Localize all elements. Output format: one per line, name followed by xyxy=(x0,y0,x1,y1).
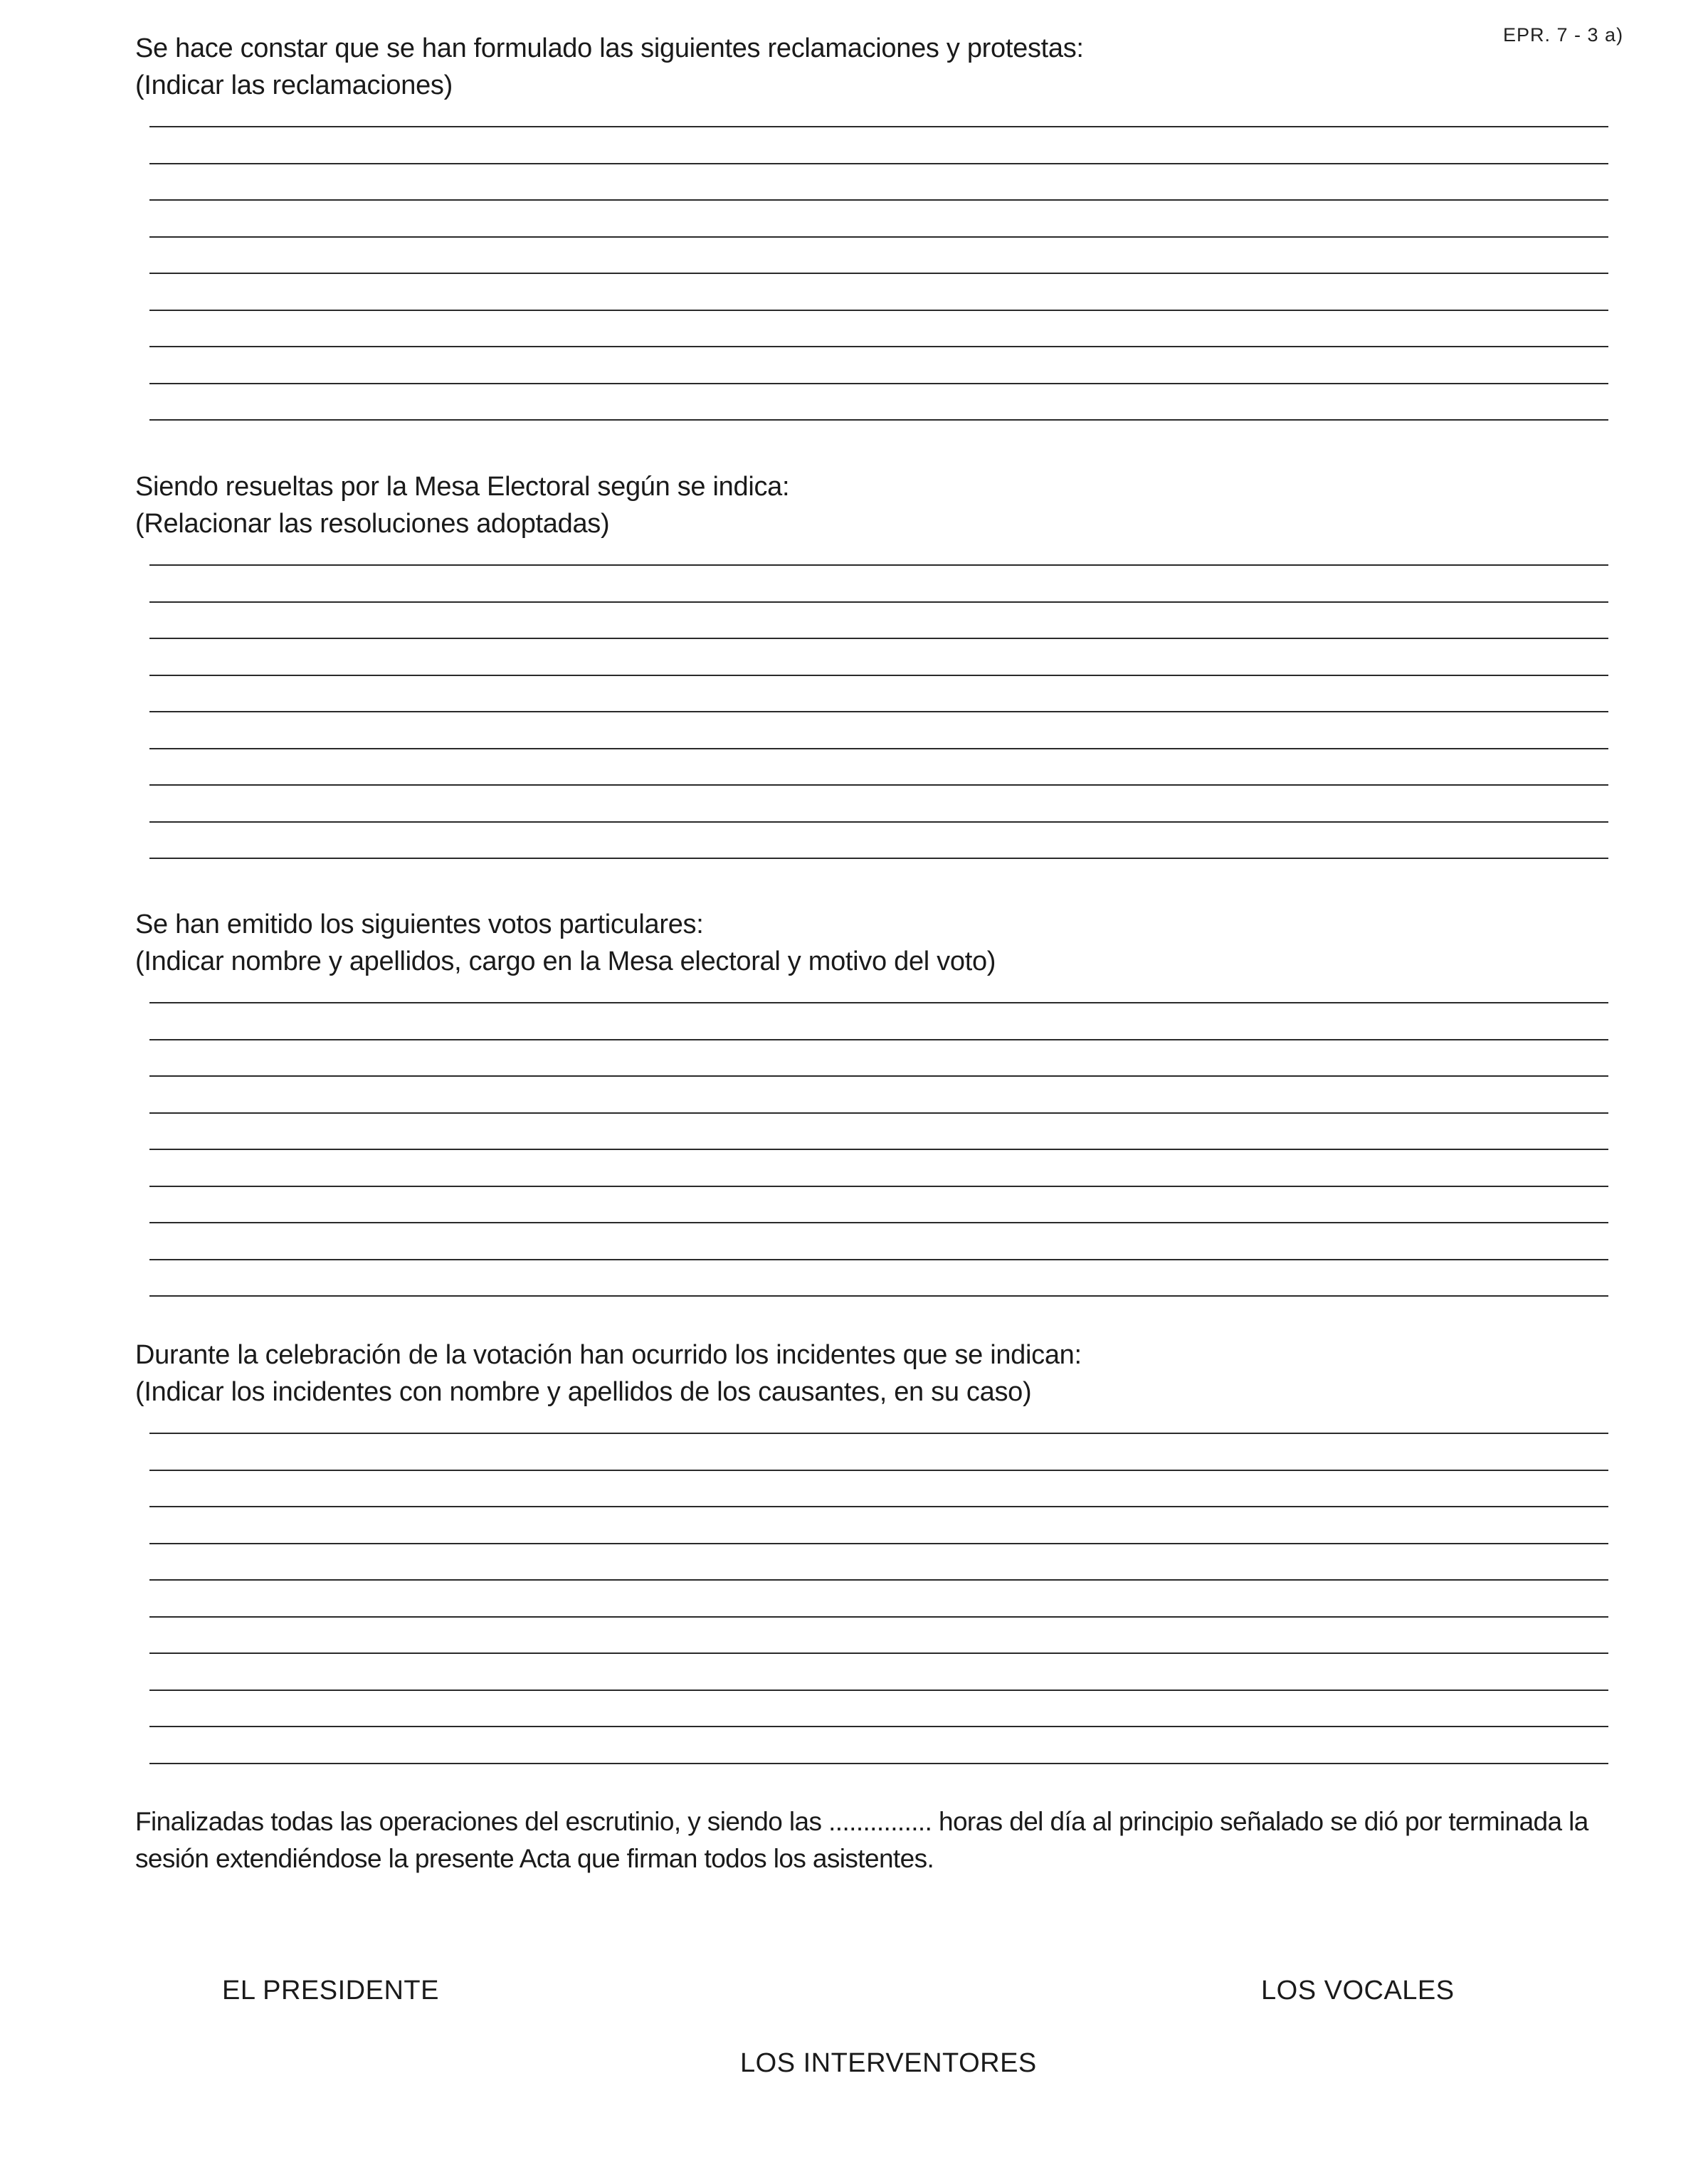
writing-line[interactable] xyxy=(149,1002,1608,1003)
writing-line[interactable] xyxy=(149,748,1608,749)
writing-line[interactable] xyxy=(149,199,1608,201)
writing-line[interactable] xyxy=(149,163,1608,164)
writing-line[interactable] xyxy=(149,1149,1608,1150)
signature-vocales-label: LOS VOCALES xyxy=(1261,1976,1455,2005)
signature-interventores-label: LOS INTERVENTORES xyxy=(740,2048,1037,2078)
writing-line[interactable] xyxy=(149,236,1608,238)
section-heading: Durante la celebración de la votación han ocurrido los incidentes que se indican: xyxy=(135,1340,1082,1370)
writing-line[interactable] xyxy=(149,310,1608,311)
section-resolutions xyxy=(135,468,1630,859)
form-code: EPR. 7 - 3 a) xyxy=(1503,24,1624,46)
signature-president-label: EL PRESIDENTE xyxy=(222,1976,439,2005)
writing-line[interactable] xyxy=(149,858,1608,859)
writing-lines[interactable] xyxy=(149,564,1608,859)
writing-line[interactable] xyxy=(149,1259,1608,1260)
writing-lines[interactable] xyxy=(149,1433,1608,1764)
writing-line[interactable] xyxy=(149,1470,1608,1471)
writing-line[interactable] xyxy=(149,1506,1608,1507)
writing-line[interactable] xyxy=(149,1543,1608,1544)
closing-statement: Finalizadas todas las operaciones del escrutinio, y siendo las ............... horas del día al principio señalado se dió por terminada la sesión extendiéndose la presente Acta que firman todos los asistentes. xyxy=(135,1807,1588,1873)
section-heading: Siendo resueltas por la Mesa Electoral según se indica: xyxy=(135,472,790,502)
writing-line[interactable] xyxy=(149,675,1608,676)
writing-line[interactable] xyxy=(149,273,1608,274)
writing-line[interactable] xyxy=(149,1616,1608,1618)
writing-line[interactable] xyxy=(149,1652,1608,1654)
section-instruction: (Indicar nombre y apellidos, cargo en la Mesa electoral y motivo del voto) xyxy=(135,947,996,976)
writing-line[interactable] xyxy=(149,126,1608,127)
writing-line[interactable] xyxy=(149,1763,1608,1764)
writing-line[interactable] xyxy=(149,564,1608,566)
writing-line[interactable] xyxy=(149,1039,1608,1040)
writing-line[interactable] xyxy=(149,419,1608,421)
section-claims xyxy=(135,30,1630,421)
writing-line[interactable] xyxy=(149,1222,1608,1223)
writing-lines[interactable] xyxy=(149,1002,1608,1297)
section-heading: Se hace constar que se han formulado las siguientes reclamaciones y protestas: xyxy=(135,33,1084,63)
writing-line[interactable] xyxy=(149,784,1608,786)
section-heading: Se han emitido los siguientes votos particulares: xyxy=(135,910,704,939)
section-instruction: (Indicar las reclamaciones) xyxy=(135,70,453,100)
writing-line[interactable] xyxy=(149,1112,1608,1114)
section-instruction: (Relacionar las resoluciones adoptadas) xyxy=(135,509,610,539)
section-particular-votes xyxy=(135,906,1630,1297)
section-instruction: (Indicar los incidentes con nombre y apellidos de los causantes, en su caso) xyxy=(135,1377,1032,1407)
writing-line[interactable] xyxy=(149,1186,1608,1187)
writing-line[interactable] xyxy=(149,601,1608,603)
writing-line[interactable] xyxy=(149,1726,1608,1727)
writing-line[interactable] xyxy=(149,1690,1608,1691)
writing-line[interactable] xyxy=(149,383,1608,384)
writing-line[interactable] xyxy=(149,1295,1608,1297)
writing-line[interactable] xyxy=(149,638,1608,639)
writing-line[interactable] xyxy=(149,821,1608,823)
writing-line[interactable] xyxy=(149,711,1608,712)
writing-line[interactable] xyxy=(149,1579,1608,1581)
writing-line[interactable] xyxy=(149,346,1608,347)
writing-line[interactable] xyxy=(149,1075,1608,1077)
writing-lines[interactable] xyxy=(149,126,1608,421)
writing-line[interactable] xyxy=(149,1433,1608,1434)
section-incidents xyxy=(135,1337,1630,1764)
